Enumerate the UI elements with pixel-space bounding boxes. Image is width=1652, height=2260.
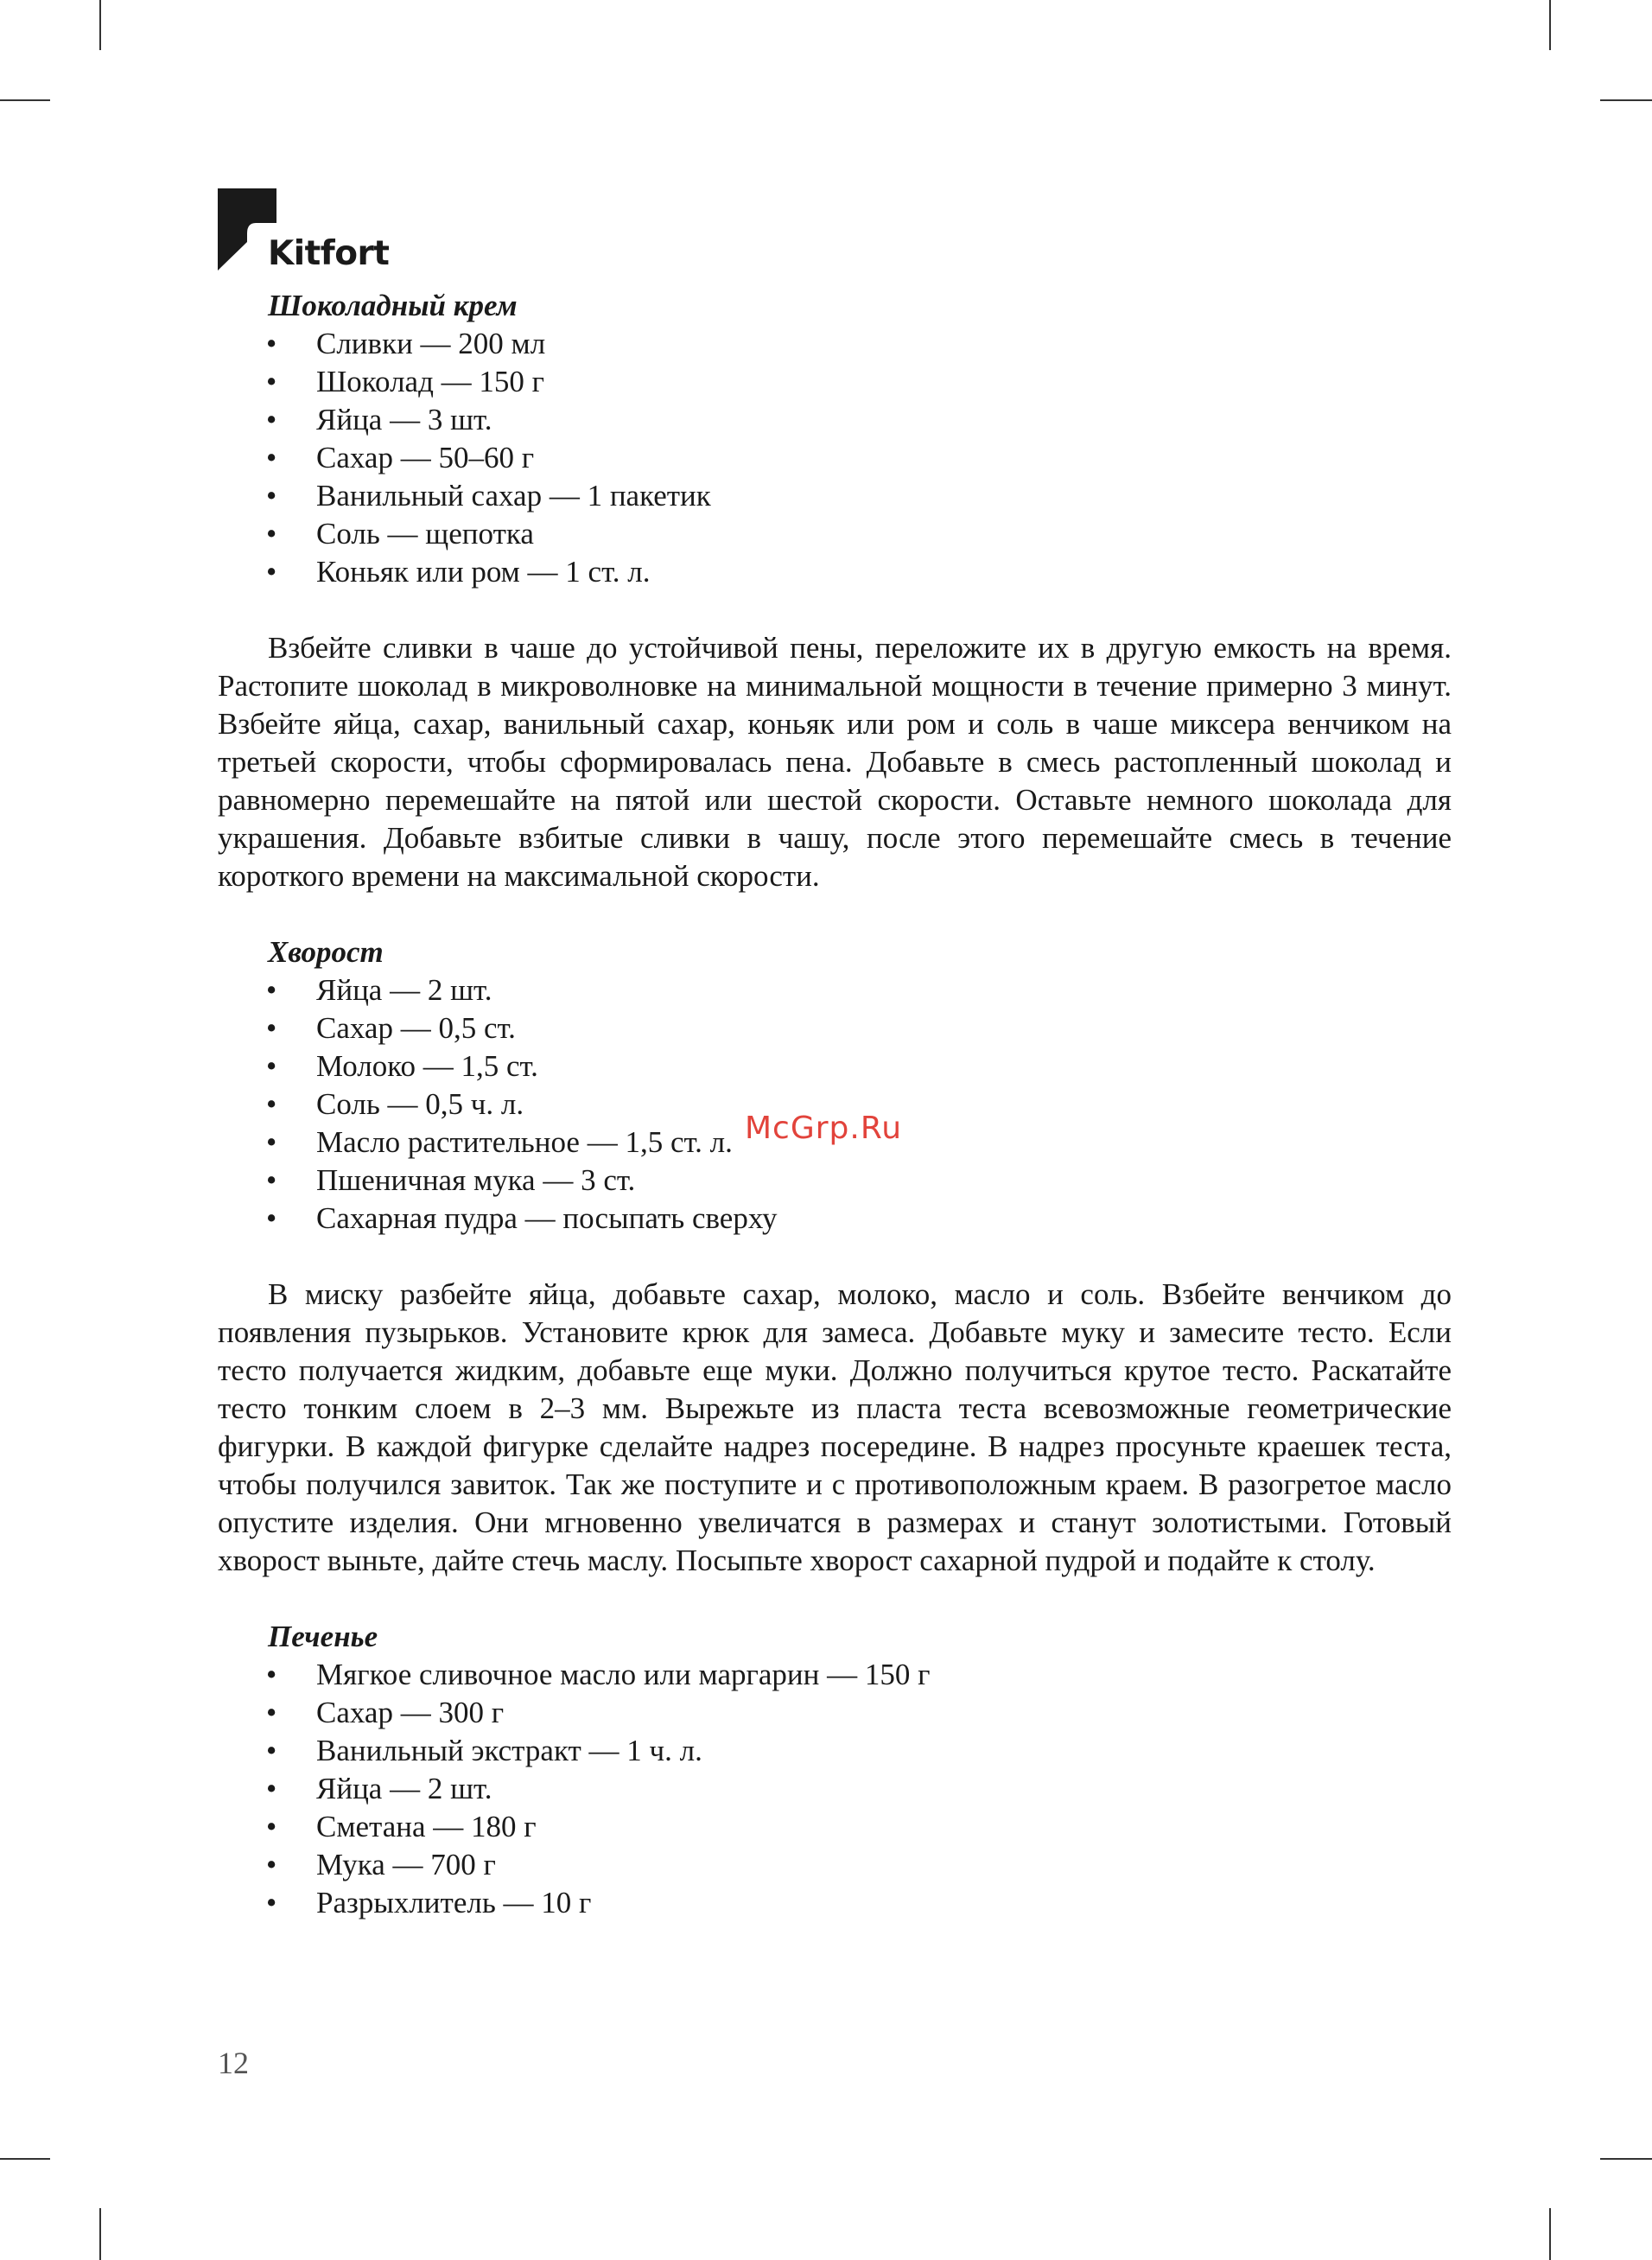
ingredient-list	[218, 1656, 1452, 1922]
crop-mark	[0, 2158, 50, 2160]
list-item: • Ванильный экстракт — 1 ч. л.	[266, 1734, 702, 1767]
list-item: • Сахарная пудра — посыпать сверху	[266, 1201, 778, 1235]
list-item: • Соль — щепотка	[266, 517, 534, 551]
page-content	[218, 287, 1452, 1922]
list-item: • Сметана — 180 г	[266, 1810, 537, 1843]
ingredient-list	[218, 971, 1452, 1238]
list-item: • Соль — 0,5 ч. л.	[266, 1087, 524, 1121]
brand-name: Kitfort	[268, 234, 390, 273]
list-item: • Сахар — 50–60 г	[266, 441, 535, 474]
section-title: Шоколадный крем	[268, 289, 518, 322]
crop-mark	[1600, 2158, 1652, 2160]
list-item: • Мука — 700 г	[266, 1848, 496, 1881]
list-item: • Молоко — 1,5 ст.	[266, 1049, 538, 1083]
brand-logo	[218, 188, 391, 275]
page-number: 12	[218, 2046, 249, 2080]
list-item: • Яйца — 2 шт.	[266, 973, 492, 1007]
crop-mark	[1549, 0, 1551, 50]
section-title: Хворост	[268, 935, 384, 969]
recipe-instructions: Взбейте сливки в чаше до устойчивой пены, переложите их в другую емкость на время. Растопите шоколад в микроволновке на минимальной мощности в течение примерно 3 минут. Взбейте яйца, сахар, ванильный сахар, коньяк или ром и соль в чаше миксера венчиком на третьей скорости, чтобы сформировалась пена. Добавьте в смесь растопленный шоколад и равномерно перемешайте на пятой или шестой скорости. Оставьте немного шоколада для украшения. Добавьте взбитые сливки в чашу, после этого перемешайте смесь в течение короткого времени на максимальной скорости.	[218, 631, 1452, 893]
list-item: • Сахар — 300 г	[266, 1696, 505, 1729]
section-title: Печенье	[268, 1620, 378, 1653]
list-item: • Ванильный сахар — 1 пакетик	[266, 479, 711, 512]
list-item: • Мягкое сливочное масло или маргарин — 150 г	[266, 1658, 931, 1691]
recipe-instructions: В миску разбейте яйца, добавьте сахар, молоко, масло и соль. Взбейте венчиком до появления пузырьков. Установите крюк для замеса. Добавьте муку и замесите тесто. Если тесто получается жидким, добавьте еще муки. Должно получиться крутое тесто. Раскатайте тесто тонким слоем в 2–3 мм. Вырежьте из пласта теста всевозможные геометрические фигурки. В каждой фигурке сделайте надрез посередине. В надрез просуньте краешек теста, чтобы получился завиток. Так же поступите и с противоположным краем. В разогретое масло опустите изделия. Они мгновенно увеличатся в размерах и станут золотистыми. Готовый хворост выньте, дайте стечь маслу. Посыпьте хворост сахарной пудрой и подайте к столу.	[218, 1277, 1452, 1577]
list-item: • Коньяк или ром — 1 ст. л.	[266, 555, 651, 589]
crop-mark	[99, 0, 101, 50]
list-item: • Яйца — 3 шт.	[266, 403, 492, 436]
list-item: • Сливки — 200 мл	[266, 327, 546, 360]
crop-mark	[1549, 2208, 1551, 2260]
list-item: • Шоколад — 150 г	[266, 365, 544, 398]
crop-mark	[99, 2208, 101, 2260]
crop-mark	[1600, 99, 1652, 101]
list-item: • Пшеничная мука — 3 ст.	[266, 1163, 636, 1197]
crop-mark	[0, 99, 50, 101]
list-item: • Разрыхлитель — 10 г	[266, 1886, 592, 1919]
list-item: • Яйца — 2 шт.	[266, 1772, 492, 1805]
ingredient-list	[218, 325, 1452, 591]
watermark: McGrp.Ru	[745, 1111, 903, 1146]
list-item: • Сахар — 0,5 ст.	[266, 1011, 516, 1045]
list-item: • Масло растительное — 1,5 ст. л.	[266, 1125, 733, 1159]
